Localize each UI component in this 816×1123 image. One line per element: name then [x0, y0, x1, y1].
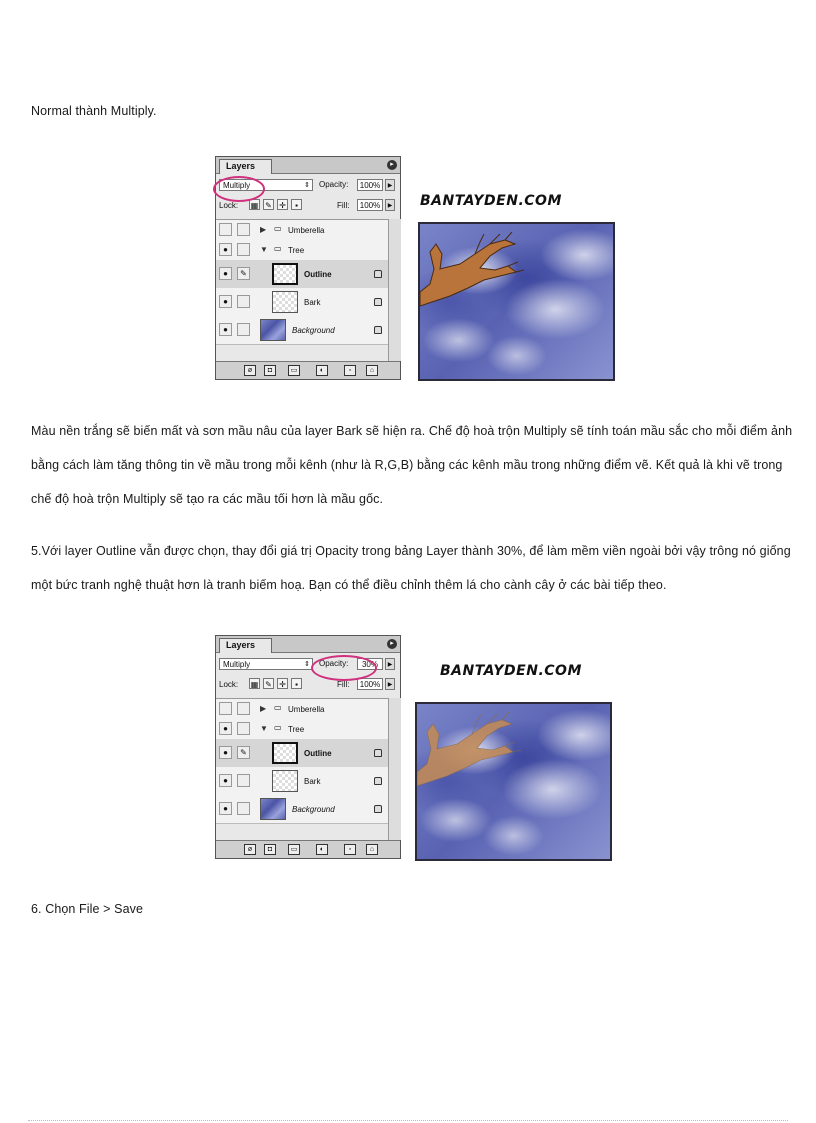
- layer-thumbnail: [272, 291, 298, 313]
- layer-row-tree[interactable]: [216, 719, 388, 740]
- fill-input[interactable]: 100%: [357, 199, 383, 211]
- layer-name: Tree: [288, 725, 305, 734]
- lock-brush-icon[interactable]: ✎: [263, 678, 274, 689]
- fill-arrow-icon[interactable]: ▶: [385, 199, 395, 211]
- link-toggle[interactable]: [237, 223, 250, 236]
- eye-icon[interactable]: ●: [219, 774, 232, 787]
- brand-watermark: BANTAYDEN.COM: [440, 663, 582, 679]
- mask-icon[interactable]: ◘: [264, 365, 276, 376]
- tree-branch-drawing: [417, 704, 612, 861]
- link-toggle[interactable]: [237, 295, 250, 308]
- lock-all-icon[interactable]: ▪: [291, 678, 302, 689]
- brand-watermark: BANTAYDEN.COM: [420, 193, 562, 209]
- opacity-label: Opacity:: [319, 180, 349, 189]
- collapse-icon[interactable]: ▼: [260, 724, 268, 733]
- layer-row-umberella[interactable]: [216, 220, 388, 241]
- eye-icon[interactable]: ●: [219, 746, 232, 759]
- panel-menu-icon[interactable]: ▸: [387, 160, 397, 170]
- layer-thumbnail: [272, 742, 298, 764]
- tab-layers[interactable]: Layers: [219, 159, 272, 174]
- panel-bottom-toolbar: [216, 840, 400, 858]
- layer-name: Umberella: [288, 226, 325, 235]
- opacity-arrow-icon[interactable]: ▶: [385, 179, 395, 191]
- lock-transparency-icon[interactable]: ▦: [250, 201, 259, 210]
- fill-label: Fill:: [337, 680, 350, 689]
- layer-row-outline[interactable]: [216, 739, 388, 768]
- eye-icon[interactable]: ●: [219, 243, 232, 256]
- eye-icon[interactable]: ●: [219, 802, 232, 815]
- paragraph-intro: Normal thành Multiply.: [31, 104, 157, 118]
- eye-icon[interactable]: ●: [219, 295, 232, 308]
- layer-thumbnail: [260, 798, 286, 820]
- layer-style-icon[interactable]: ø: [244, 844, 256, 855]
- layer-name: Background: [292, 326, 335, 335]
- layer-row-umberella[interactable]: [216, 699, 388, 720]
- opacity-label: Opacity:: [319, 659, 349, 668]
- trash-icon[interactable]: ⌂: [366, 365, 378, 376]
- paragraph-step-6: 6. Chọn File > Save: [31, 902, 144, 916]
- panel-bottom-toolbar: [216, 361, 400, 379]
- layer-name: Bark: [304, 298, 321, 307]
- opacity-arrow-icon[interactable]: ▶: [385, 658, 395, 670]
- paragraph-multiply-explanation: Màu nền trắng sẽ biến mất và sơn mầu nâu của layer Bark sẽ hiện ra. Chế độ hoà trộn Multiply sẽ tính toán mầu sắc cho mỗi điểm ảnh bằng cách làm tăng thông tin về mầu trong mỗi kênh (như là R,G,B) bằng các kênh mầu trong những điểm vẽ. Kết quả là khi vẽ trong chế độ hoà trộn Multiply sẽ tạo ra các mầu tối hơn là mầu gốc.: [31, 424, 793, 506]
- lock-icon: [374, 749, 382, 757]
- link-toggle[interactable]: [237, 702, 250, 715]
- layer-row-bark[interactable]: [216, 767, 388, 796]
- layer-name: Bark: [304, 777, 321, 786]
- layer-row-background[interactable]: [216, 316, 388, 345]
- layer-list: [216, 219, 388, 362]
- lock-icon: [374, 298, 382, 306]
- layer-row-background[interactable]: [216, 795, 388, 824]
- new-set-icon[interactable]: ▭: [288, 365, 300, 376]
- blend-mode-highlight: [213, 176, 265, 202]
- figure-opacity: [215, 635, 615, 861]
- adjustment-icon[interactable]: ◐: [316, 365, 328, 376]
- lock-label: Lock:: [219, 201, 239, 210]
- fill-label: Fill:: [337, 201, 350, 210]
- lock-brush-icon[interactable]: ✎: [263, 199, 274, 210]
- layer-thumbnail: [260, 319, 286, 341]
- layer-name: Tree: [288, 246, 305, 255]
- lock-label: Lock:: [219, 680, 239, 689]
- folder-icon: ▭: [274, 723, 282, 732]
- adjustment-icon[interactable]: ◐: [316, 844, 328, 855]
- collapse-icon[interactable]: ▼: [260, 245, 268, 254]
- tree-branch-drawing: [420, 224, 615, 381]
- updown-icon: ⇕: [304, 661, 310, 668]
- link-toggle[interactable]: [237, 323, 250, 336]
- panel-tab-bar: [216, 157, 400, 174]
- brush-icon[interactable]: ✎: [237, 746, 250, 759]
- layer-name: Outline: [304, 270, 332, 279]
- blend-mode-select[interactable]: [219, 658, 313, 670]
- layer-row-outline[interactable]: [216, 260, 388, 289]
- link-toggle[interactable]: [237, 722, 250, 735]
- lock-icon: [374, 270, 382, 278]
- eye-icon[interactable]: ●: [219, 267, 232, 280]
- folder-icon: ▭: [274, 224, 282, 233]
- layer-style-icon[interactable]: ø: [244, 365, 256, 376]
- link-toggle[interactable]: [237, 774, 250, 787]
- panel-tab-bar: [216, 636, 400, 653]
- opacity-input[interactable]: 100%: [357, 179, 383, 191]
- lock-move-icon[interactable]: ✛: [277, 199, 288, 210]
- layer-thumbnail: [272, 770, 298, 792]
- mask-icon[interactable]: ◘: [264, 844, 276, 855]
- visibility-toggle[interactable]: [219, 702, 232, 715]
- paragraph-step-5: 5.Với layer Outline vẫn được chọn, thay đổi giá trị Opacity trong bảng Layer thành 30%, để làm mềm viền ngoài bởi vậy trông nó giống một bức tranh nghệ thuật hơn là tranh biếm hoạ. Bạn có thể điều chỉnh thêm lá cho cành cây ở các bài tiếp theo.: [31, 544, 791, 592]
- scrollbar[interactable]: [388, 698, 401, 840]
- updown-icon: ⇕: [304, 182, 310, 189]
- new-layer-icon[interactable]: ▫: [344, 365, 356, 376]
- blend-mode-value: Multiply: [223, 660, 251, 669]
- layer-row-bark[interactable]: [216, 288, 388, 317]
- tree-sky-artwork: [415, 702, 612, 861]
- footer-divider: [28, 1120, 788, 1121]
- opacity-input[interactable]: 30%: [357, 658, 383, 670]
- opacity-highlight: [311, 655, 377, 681]
- lock-icon: [374, 326, 382, 334]
- blend-mode-value: Multiply: [223, 181, 251, 190]
- expand-icon[interactable]: ▶: [260, 225, 267, 234]
- visibility-toggle[interactable]: [219, 223, 232, 236]
- link-toggle[interactable]: [237, 243, 250, 256]
- fill-arrow-icon[interactable]: ▶: [385, 678, 395, 690]
- trash-icon[interactable]: ⌂: [366, 844, 378, 855]
- folder-icon: ▭: [274, 244, 282, 253]
- layer-name: Umberella: [288, 705, 325, 714]
- layer-thumbnail: [272, 263, 298, 285]
- layer-list: [216, 698, 388, 841]
- lock-all-icon[interactable]: ▪: [291, 199, 302, 210]
- lock-transparency-icon[interactable]: ▦: [250, 680, 259, 689]
- tree-sky-artwork: [418, 222, 615, 381]
- lock-icon: [374, 805, 382, 813]
- lock-move-icon[interactable]: ✛: [277, 678, 288, 689]
- figure-multiply: [215, 156, 615, 382]
- expand-icon[interactable]: ▶: [260, 704, 267, 713]
- eye-icon[interactable]: ●: [219, 323, 232, 336]
- new-set-icon[interactable]: ▭: [288, 844, 300, 855]
- layer-name: Background: [292, 805, 335, 814]
- scrollbar[interactable]: [388, 219, 401, 361]
- eye-icon[interactable]: ●: [219, 722, 232, 735]
- layer-row-tree[interactable]: [216, 240, 388, 261]
- fill-input[interactable]: 100%: [357, 678, 383, 690]
- new-layer-icon[interactable]: ▫: [344, 844, 356, 855]
- link-toggle[interactable]: [237, 802, 250, 815]
- lock-icon: [374, 777, 382, 785]
- layer-name: Outline: [304, 749, 332, 758]
- folder-icon: ▭: [274, 703, 282, 712]
- panel-menu-icon[interactable]: ▸: [387, 639, 397, 649]
- tab-layers[interactable]: Layers: [219, 638, 272, 653]
- brush-icon[interactable]: ✎: [237, 267, 250, 280]
